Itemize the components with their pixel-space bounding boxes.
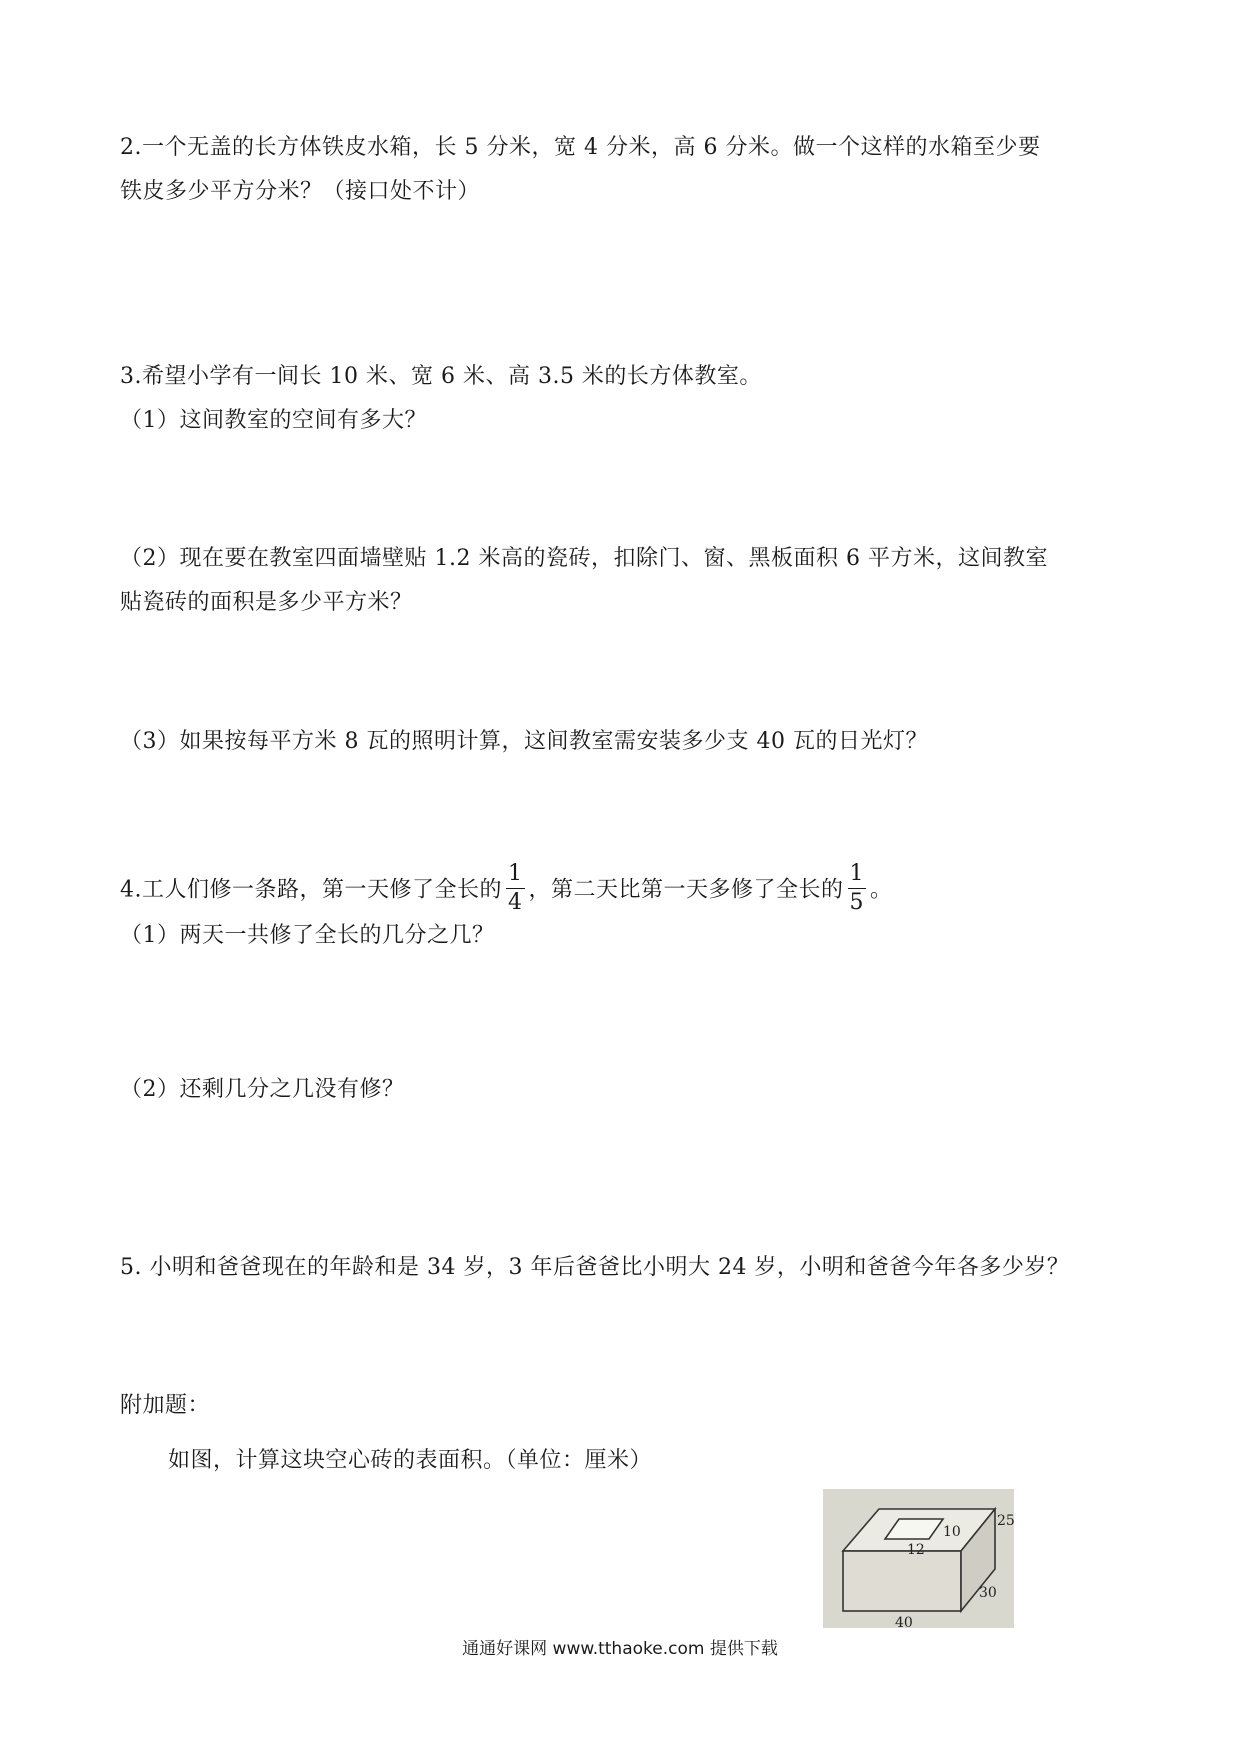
dimension-label-25: 25 xyxy=(997,1513,1014,1529)
fraction-denominator: 5 xyxy=(849,890,865,915)
dimension-label-30: 30 xyxy=(979,1585,997,1601)
q4-intro-text-c: 。 xyxy=(870,877,893,903)
fraction-numerator: 1 xyxy=(506,863,525,889)
q4-intro xyxy=(120,861,893,916)
dimension-label-12: 12 xyxy=(907,1542,925,1558)
fraction-one-quarter xyxy=(506,863,525,914)
q4-part-1: （1）两天一共修了全长的几分之几？ xyxy=(120,923,495,948)
q4-intro-text-b: ，第二天比第一天多修了全长的 xyxy=(528,877,844,903)
hollow-brick-figure xyxy=(823,1489,1014,1628)
bonus-question: 如图，计算这块空心砖的表面积。（单位：厘米） xyxy=(168,1448,653,1473)
q4-intro-text-a: 4.工人们修一条路，第一天修了全长的 xyxy=(120,877,502,903)
bonus-heading: 附加题： xyxy=(120,1393,211,1418)
q4-part-2: （2）还剩几分之几没有修？ xyxy=(120,1077,405,1102)
dimension-label-10: 10 xyxy=(943,1524,961,1540)
q3-part-1: （1）这间教室的空间有多大？ xyxy=(120,408,427,433)
q3-part-2-line-2: 贴瓷砖的面积是多少平方米？ xyxy=(120,590,413,615)
q2-line-1: 2.一个无盖的长方体铁皮水箱，长 5 分米，宽 4 分米，高 6 分米。做一个这样的水箱至少要 xyxy=(120,135,1041,160)
fraction-numerator: 1 xyxy=(848,863,867,889)
page-footer: 通通好课网 www.tthaoke.com 提供下载 xyxy=(462,1639,778,1659)
fraction-one-fifth xyxy=(848,863,867,914)
q2-line-2: 铁皮多少平方分米？（接口处不计） xyxy=(120,179,481,204)
q3-part-3: （3）如果按每平方米 8 瓦的照明计算，这间教室需安装多少支 40 瓦的日光灯？ xyxy=(120,729,928,754)
dimension-label-40: 40 xyxy=(895,1615,913,1628)
q3-part-2-line-1: （2）现在要在教室四面墙壁贴 1.2 米高的瓷砖，扣除门、窗、黑板面积 6 平方米，这间教室 xyxy=(120,546,1048,571)
q3-intro: 3.希望小学有一间长 10 米、宽 6 米、高 3.5 米的长方体教室。 xyxy=(120,364,762,389)
hollow-brick-drawing xyxy=(823,1489,1014,1628)
fraction-denominator: 4 xyxy=(508,890,523,915)
q5-text: 5. 小明和爸爸现在的年龄和是 34 岁，3 年后爸爸比小明大 24 岁，小明和爸爸今年各多少岁？ xyxy=(120,1255,1070,1280)
